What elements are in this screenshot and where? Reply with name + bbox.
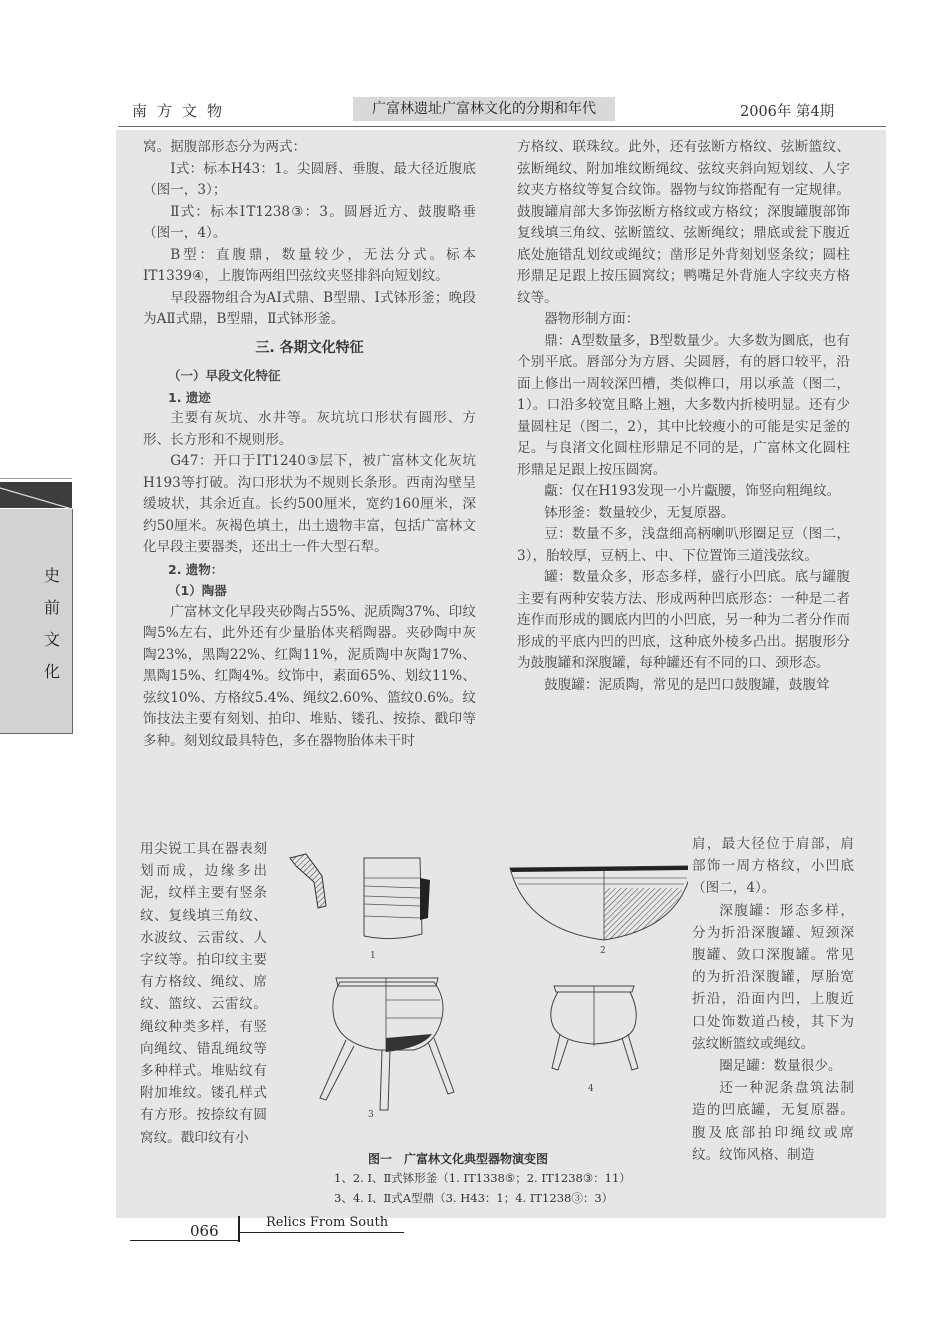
paragraph: 鼎：A型数量多，B型数量少。大多数为圜底，也有个别平底。唇部分为方唇、尖圆唇，有的唇口较平，沿面上修出一周较深凹槽，类似榫口，用以承盖（图二，1）。口沿多较宽且略上翘，大多数内折棱明显。还有少量圆柱足（图二，2），其中比较瘦小的可能是实足釜的足。与良渚文化圆柱形鼎足不同的是，广富林文化圆柱形鼎足足跟上按压圆窝。 — [517, 332, 850, 478]
page-number: 066 — [190, 1222, 219, 1240]
vessel-1-drawing — [290, 854, 430, 939]
footer-rule — [130, 1240, 240, 1241]
paragraph: Ⅰ式：标本H43：1。尖圆唇、垂腹、最大径近腹底（图一，3）； — [143, 160, 476, 198]
paragraph: 圈足罐：数量很少。 — [719, 1058, 842, 1075]
side-tab-char: 化 — [43, 662, 60, 681]
subsection-heading: 2. 遗物： — [168, 561, 224, 577]
figure-label: 2 — [600, 946, 606, 956]
side-tab-label — [42, 560, 62, 688]
figure-caption-line: 1、2. Ⅰ、Ⅱ式钵形釜（1. ⅠT1338⑤；2. ⅠT1238③：11） — [334, 1171, 631, 1185]
issue-label: 2006年 第4期 — [740, 104, 835, 120]
paragraph: 肩，最大径位于肩部，肩部饰一周方格纹，小凹底（图二，4）。 — [692, 836, 854, 897]
journal-name: 南方文物 — [132, 102, 233, 120]
right-column-wrap — [692, 833, 854, 1166]
footer-divider — [238, 1216, 240, 1242]
paragraph: 主要有灰坑、水井等。灰坑坑口形状有圆形、方形、长方形和不规则形。 — [143, 410, 476, 448]
figure-label: 1 — [370, 951, 376, 961]
running-article-title: 广富林遗址广富林文化的分期和年代 — [353, 97, 615, 121]
subsection-heading: （一）早段文化特征 — [168, 368, 281, 383]
paragraph: B型：直腹鼎，数量较少，无法分式。标本ⅠT1339④，上腹饰两组凹弦纹夹竖排斜向短划纹。 — [143, 246, 476, 284]
paragraph: G47：开口于ⅠT1240③层下，被广富林文化灰坑H193等打破。沟口形状为不规则长条形。西南沟壁呈缓坡状，其余近直。长约500厘米，宽约160厘米，深约50厘米。灰褐色填土，出土遗物丰富，包括广富林文化早段主要器类，还出土一件大型石犁。 — [143, 453, 476, 555]
side-tab-char: 史 — [43, 566, 60, 585]
right-column — [517, 137, 850, 696]
subsection-heading: 1. 遗迹 — [168, 389, 211, 405]
side-tab-shadow — [0, 478, 72, 479]
vessel-4-drawing — [551, 986, 638, 1070]
paragraph: 罐：数量众多，形态多样，盛行小凹底。底与罐腹主要有两种安装方法、形成两种凹底形态：一种是二者连作而形成的圜底内凹的小凹底，另一种为二者分作而形成的平底内凹的凹底，这种底外棱多凸出。据腹形分为鼓腹罐和深腹罐，每种罐还有不同的口、颈形态。 — [517, 569, 850, 671]
left-column-wrap — [140, 838, 267, 1149]
left-column — [143, 137, 476, 752]
paragraph: 方格纹、联珠纹。此外，还有弦断方格纹、弦断篮纹、弦断绳纹、附加堆纹断绳纹、弦纹夹斜向短划纹、人字纹夹方格纹等复合纹饰。器物与纹饰搭配有一定规律。鼓腹罐肩部大多饰弦断方格纹或方格纹；深腹罐腹部饰复线填三角纹、弦断篮纹、弦断绳纹；鼎底或瓮下腹近底处施错乱划纹或绳纹；凿形足外背刻划竖条纹；圆柱形鼎足足跟上按压圆窝纹；鸭嘴足外背施人字纹夹方格纹等。 — [517, 139, 850, 306]
footer-brand-rule — [240, 1232, 404, 1233]
paragraph: 深腹罐：形态多样，分为折沿深腹罐、短颈深腹罐、敛口深腹罐。常见的为折沿深腹罐，厚胎宽折沿，沿面内凹，上腹近口处饰数道凸棱，其下为弦纹断篮纹或绳纹。 — [692, 902, 854, 1052]
paragraph: 还一种泥条盘筑法制造的凹底罐，无复原器。腹及底部拍印绳纹或席纹。纹饰风格、制造 — [692, 1080, 854, 1163]
figure-title: 图一 广富林文化典型器物演变图 — [368, 1152, 549, 1166]
pottery-drawings — [282, 848, 688, 1148]
section-heading: 三. 各期文化特征 — [255, 339, 364, 356]
side-tab-diagonal — [0, 482, 72, 510]
paragraph: 甗：仅在H193发现一小片甗腰，饰竖向粗绳纹。 — [544, 483, 841, 499]
subsection-heading: （1）陶器 — [168, 583, 227, 598]
paragraph: 早段器物组合为AⅠ式鼎、B型鼎、Ⅰ式钵形釜；晚段为AⅡ式鼎，B型鼎，Ⅱ式钵形釜。 — [143, 289, 476, 327]
figure-label: 4 — [588, 1084, 594, 1094]
journal-brand: Relics From South — [266, 1215, 389, 1230]
side-tab-char: 前 — [43, 598, 60, 617]
paragraph: 器物形制方面： — [544, 311, 640, 327]
header-rule — [118, 126, 886, 127]
figure-caption-line: 3、4. Ⅰ、Ⅱ式A型鼎（3. H43：1；4. ⅠT1238③：3） — [334, 1191, 614, 1205]
paragraph: 窝。据腹部形态分为两式： — [143, 139, 307, 155]
side-tab — [0, 509, 73, 734]
side-tab-char: 文 — [43, 630, 60, 649]
paragraph: 鼓腹罐：泥质陶，常见的是凹口鼓腹罐，鼓腹耸 — [544, 676, 830, 693]
paragraph: 广富林文化早段夹砂陶占55%、泥质陶37%、印纹陶5%左右，此外还有少量胎体夹稻陶器。夹砂陶中灰陶23%，黑陶22%、红陶11%，泥质陶中灰陶17%、黑陶15%、红陶4%。纹饰中，素面65%、划纹11%、弦纹10%、方格纹5.4%、绳纹2.60%、篮纹0.6%。纹饰技法主要有刻划、拍印、堆贴、镂孔、按捺、戳印等多种。刻划纹最具特色，多在器物胎体未干时 — [143, 603, 476, 749]
paragraph: 豆：数量不多，浅盘细高柄喇叭形圈足豆（图二，3），胎较厚，豆柄上、中、下位置饰三道浅弦纹。 — [517, 526, 850, 564]
figure-1 — [282, 848, 688, 1208]
paragraph: 钵形釜：数量较少，无复原器。 — [544, 504, 735, 521]
paragraph: 用尖锐工具在器表刻划而成，边缘多出泥，纹样主要有竖条纹、复线填三角纹、水波纹、云雷纹、人字纹等。拍印纹主要有方格纹、绳纹、席纹、篮纹、云雷纹。绳纹种类多样，有竖向绳纹、错乱绳纹等多种样式。堆贴纹有附加堆纹。镂孔样式有方形。按捺纹有圆窝纹。戳印纹有小 — [140, 841, 267, 1146]
figure-label: 3 — [368, 1110, 374, 1120]
vessel-3-drawing — [320, 978, 454, 1110]
paragraph: Ⅱ式：标本ⅠT1238③：3。圆唇近方、鼓腹略垂（图一，4）。 — [143, 203, 476, 241]
vessel-2-drawing — [510, 866, 688, 940]
